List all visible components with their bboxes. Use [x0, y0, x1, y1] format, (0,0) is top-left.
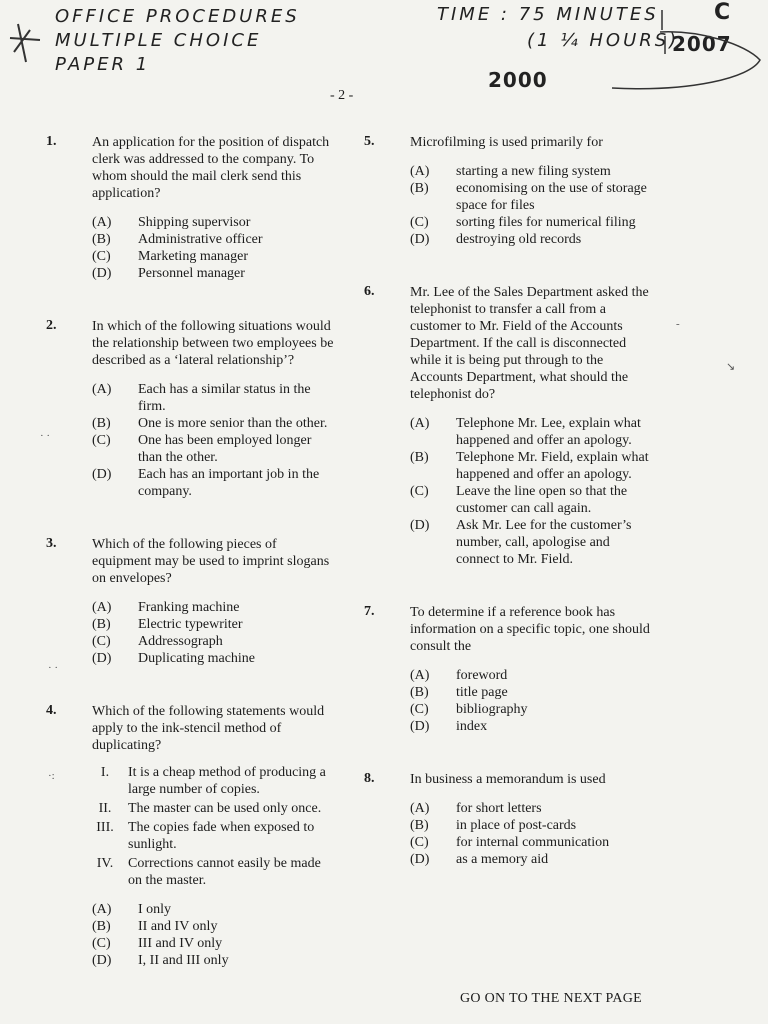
option: (B) One is more senior than the other. — [92, 416, 328, 431]
question-text: Which of the following pieces of equipment may be used to imprint slogans on envelopes? — [92, 537, 330, 586]
question-1 — [46, 134, 338, 282]
option: (B) in place of post-cards — [410, 818, 577, 833]
question-number: 2. — [46, 318, 57, 333]
option: (D) Duplicating machine — [92, 651, 256, 666]
option: (D) I, II and III only — [92, 953, 229, 968]
option: (C) Leave the line open so that the customer can call again. — [410, 484, 628, 516]
option: (D) destroying old records — [410, 232, 582, 247]
question-text: To determine if a reference book has information on a specific topic, one should consult the — [410, 605, 650, 654]
question-3 — [46, 536, 338, 667]
left-column — [46, 134, 338, 969]
option: (C) sorting files for numerical filing — [410, 215, 636, 230]
option: (C) bibliography — [410, 702, 528, 717]
question-6 — [364, 284, 650, 568]
next-page-notice: GO ON TO THE NEXT PAGE — [460, 991, 643, 1006]
question-8 — [364, 771, 650, 868]
option: (C) Addressograph — [92, 634, 223, 649]
question-2 — [46, 318, 338, 500]
option: (C) III and IV only — [92, 936, 223, 951]
question-number: 6. — [364, 284, 375, 299]
question-number: 8. — [364, 771, 375, 786]
question-text: An application for the position of dispatch clerk was addressed to the company. To whom should the mail clerk send this application? — [92, 135, 330, 201]
option: (A) Franking machine — [92, 600, 240, 615]
statement: III. The copies fade when exposed to sunlight. — [96, 820, 315, 852]
time-hours: (1 ¼ HOURS) — [527, 30, 680, 51]
option: (C) Marketing manager — [92, 249, 249, 264]
pen-marks — [0, 0, 768, 110]
question-7 — [364, 604, 650, 735]
option: (B) Telephone Mr. Field, explain what happened and offer an apology. — [410, 450, 649, 482]
year-annotation-a: 2007 — [672, 32, 732, 56]
statement: II. The master can be used only once. — [98, 801, 322, 816]
question-text: Microfilming is used primarily for — [410, 135, 603, 150]
page-number: - 2 - — [330, 88, 354, 103]
option: (A) starting a new filing system — [410, 164, 611, 179]
option: (A) for short letters — [410, 801, 542, 816]
question-text: Which of the following statements would apply to the ink-stencil method of duplicating? — [92, 704, 325, 753]
time-allowed: TIME : 75 MINUTES — [437, 4, 659, 25]
option: (D) Personnel manager — [92, 266, 245, 281]
option: (C) One has been employed longer than the other. — [92, 433, 312, 465]
question-number: 7. — [364, 604, 375, 619]
question-number: 4. — [46, 703, 57, 718]
option: (B) Administrative officer — [92, 232, 263, 247]
question-4 — [46, 703, 338, 969]
option: (A) Each has a similar status in the firm. — [92, 382, 311, 414]
option: (A) Telephone Mr. Lee, explain what happened and offer an apology. — [410, 416, 641, 448]
option: (D) Ask Mr. Lee for the customer’s number, call, apologise and connect to Mr. Field. — [410, 518, 632, 567]
paper-number: PAPER 1 — [55, 54, 151, 75]
option: (B) title page — [410, 685, 508, 700]
option: (B) II and IV only — [92, 919, 218, 934]
option: (D) Each has an important job in the company. — [92, 467, 320, 499]
option: (A) foreword — [410, 668, 508, 683]
subject-title: OFFICE PROCEDURES — [55, 6, 300, 27]
option: (B) economising on the use of storage space for files — [410, 181, 647, 213]
scan-speck: ↘ — [726, 361, 736, 373]
option: (B) Electric typewriter — [92, 617, 243, 632]
question-number: 3. — [46, 536, 57, 551]
scan-speck: ·: — [48, 770, 55, 782]
question-text: In which of the following situations would the relationship between two employees be described as a ‘lateral relationship’? — [92, 319, 334, 368]
question-5 — [364, 134, 650, 248]
question-number: 1. — [46, 134, 57, 149]
option: (D) index — [410, 719, 488, 734]
statement: IV. Corrections cannot easily be made on the master. — [96, 856, 321, 888]
question-number: 5. — [364, 134, 375, 149]
option: (A) I only — [92, 902, 172, 917]
option: (C) for internal communication — [410, 835, 610, 850]
year-annotation-b: 2000 — [488, 68, 548, 92]
question-text: Mr. Lee of the Sales Department asked the telephonist to transfer a call from a customer to Mr. Field of the Accounts Department. If the call is disconnected while it is being put through to the Accounts Department, what should the telephonist do? — [410, 285, 649, 402]
option: (A) Shipping supervisor — [92, 215, 251, 230]
paper-type: MULTIPLE CHOICE — [55, 30, 262, 51]
corner-letter: C — [714, 0, 732, 25]
scan-speck: · · — [40, 430, 51, 442]
statement: I. It is a cheap method of producing a large number of copies. — [100, 765, 326, 797]
right-column — [364, 134, 650, 868]
option: (D) as a memory aid — [410, 852, 549, 867]
scan-speck: - — [676, 318, 680, 330]
question-text: In business a memorandum is used — [410, 772, 606, 787]
pen-circle-stroke — [612, 10, 760, 89]
scan-speck: · · — [48, 662, 59, 674]
pen-scribble — [10, 24, 40, 62]
